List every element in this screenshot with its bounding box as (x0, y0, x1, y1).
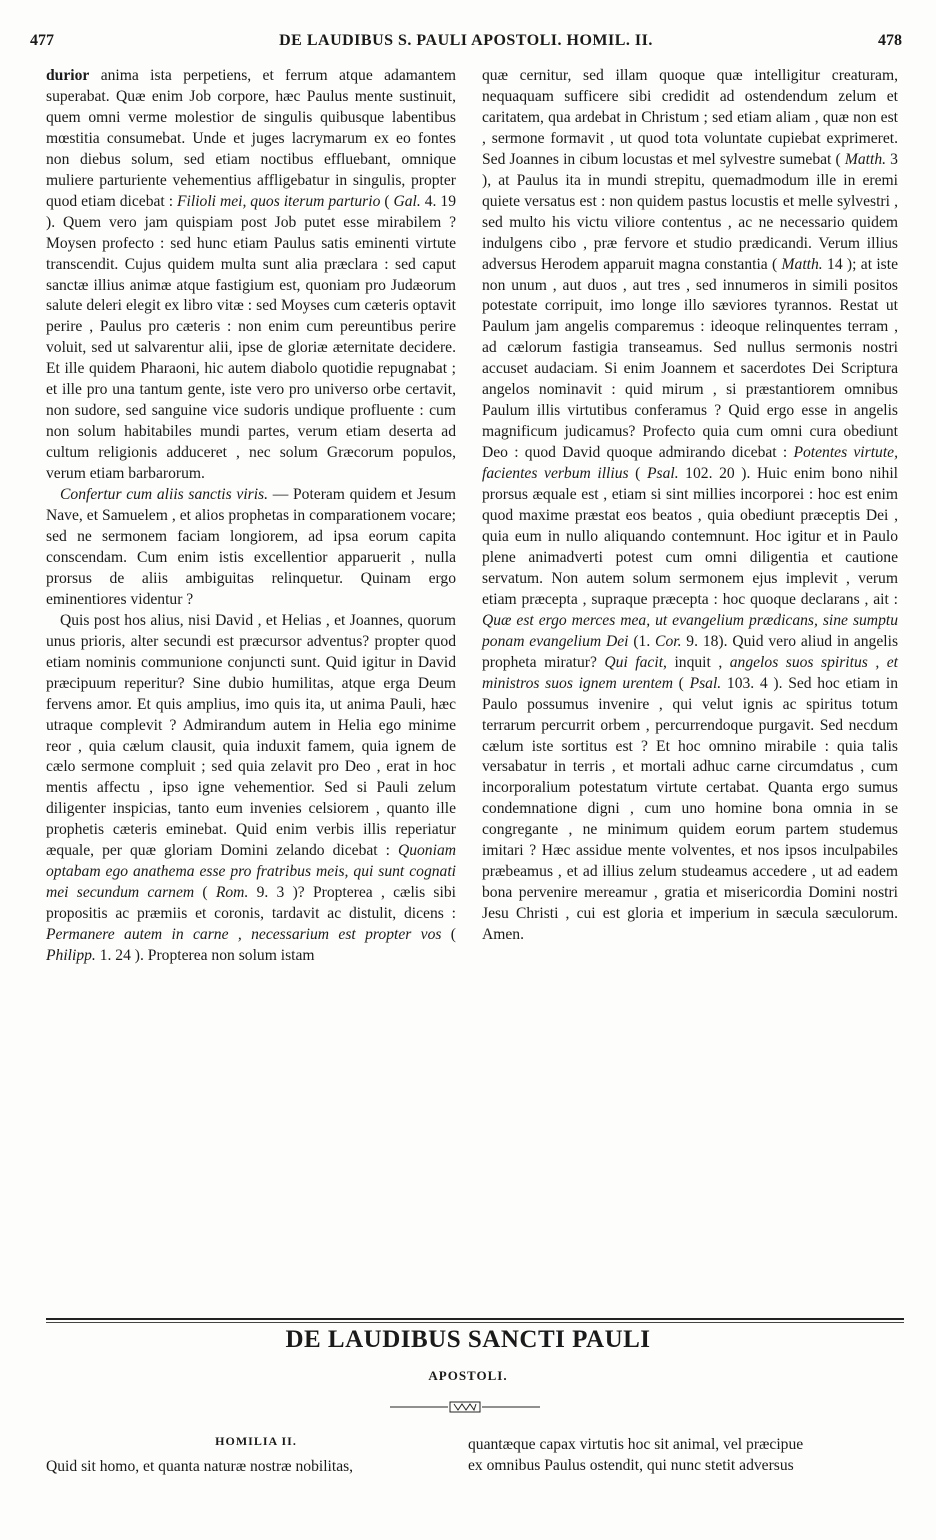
next-section-subtitle: APOSTOLI. (428, 1368, 508, 1383)
next-section-title: DE LAUDIBUS SANCTI PAULI (285, 1326, 651, 1353)
page-number-left: 477 (30, 32, 54, 49)
right-text-column (482, 66, 898, 946)
next-section-right-line: ex omnibus Paulus ostendit, qui nunc stetit adversus (468, 1457, 794, 1474)
running-header (30, 32, 902, 56)
page-number-right: 478 (878, 32, 902, 49)
section-divider-rule-thin (46, 1322, 904, 1323)
paragraph: Confertur cum aliis sanctis viris. — Poteram quidem et Jesum Nave, et Samuelem , et alios prophetas in comparationem vocare; sed ne sermonem faciam longiorem, ad ipsa eorum capita conscendam. Cum enim istis excellentior apparuerit , nulla prorsus de aliis ambiguitas relinquetur. Quinam ergo eminentiores videntur ? (46, 486, 456, 608)
section-divider-rule (46, 1318, 904, 1320)
homily-label: HOMILIA II. (215, 1434, 297, 1448)
paragraph: Quis post hos alius, nisi David , et Helias , et Joannes, quorum unus prioris, alter secundi est præcursor adventus? propter quod etiam nominis communione conjuncti sunt. Quid igitur in David præcipuum reperitur? Sine dubio humilitas, atque erga Deum fervens amor. Et quis amplius, imo quis ita, ut anima Pauli, hæc utraque complevit ? Admirandum autem in Helia ego minime reor , quia cælum clausit, quia induxit famem, quia ignem de cælo sermone compluit ; sed quia zelavit pro Deo , erat in hoc mentis affectu , ipso igne vehementior. Sed si Pauli zelum diligenter inspicias, tanto eum invenies celsiorem , quanto ille prophetis cæteris eminebat. Quid enim verbis illis reperiatur æquale, per quæ gloriam Domini zelando dicebat : Quoniam optabam ego anathema esse pro fratribus meis, qui sunt cognati mei secundum carnem ( Rom. 9. 3 )? Propterea , cælis sibi propositis ac præmiis et coronis, tardavit ac distulit, dicens : Permanere autem in carne , necessarium est propter vos ( Philipp. 1. 24 ). Propterea non solum istam (46, 611, 457, 965)
left-text-column (46, 66, 456, 967)
next-section-right-text (468, 1434, 898, 1476)
running-title: DE LAUDIBUS S. PAULI APOSTOLI. HOMIL. II. (279, 32, 653, 49)
ornament-divider-icon (390, 1400, 540, 1414)
next-section-left-line: Quid sit homo, et quanta naturæ nostræ nobilitas, (46, 1458, 354, 1475)
next-section-right-line: quantæque capax virtutis hoc sit animal, vel præcipue (468, 1436, 804, 1453)
paragraph: quæ cernitur, sed illam quoque quæ intelligitur creaturam, nequaquam sufficere sibi credidit ad ostendendum zelum et caritatem, qua ardebat in Christum ; sed etiam aliam , quæ non est , sermone formavit , ut quod tota voluntate cupiebat exprimeret. Sed Joannes in cibum locustas et mel sylvestre sumebat ( Matth. 3 ), at Paulus ita in mundi strepitu, quemadmodum ille in eremi quiete versatus est : non quidem pastus locustis et melle sylvestri , sed multo his victu viliore contentus , ac ne necessario quidem indulgens cibo , præ fervore et studio prædicandi. Verum illius adversus Herodem apparuit magna constantia ( Matth. 14 ); at iste non unum , aut duos , aut tres , sed innumeros in simili positos potestate corripuit, imo longe illo sæviores tyrannos. Restat ut Paulum jam angelis comparemus : ideoque relinquentes terram , ad cælorum fastigia transeamus. Sed nullus sermonis nostri accuset audaciam. Si enim Joannem et sacerdotes Dei Scriptura angelos nominavit : quid mirum , si præstantiorem omnibus Paulum illis virtutibus conferamus ? Quid ergo esse in angelis magnificum judicamus? Profecto quia cum omni cura obediunt Deo : quod David quoque admirando dicebat : Potentes virtute, facientes verbum illius ( Psal. 102. 20 ). Huic enim bono nihil prorsus æquale est , etiam si sint millies incorporei : hoc est enim quod maxime præstat eos beatos , quia obediunt præceptis Dei , quia eum in nullo aliquando contemnunt. Hoc igitur et in Paulo plene animadverti potest cum omni diligentia et cautione servatum. Non autem solum sermonem ejus implevit , verum etiam præcepta , supraque præcepta : hoc quoque declarans , ait : Quæ est ergo merces mea, ut evangelium prædicans, sine sumptu ponam evangelium Dei (1. Cor. 9. 18). Quid vero aliud in angelis propheta miratur? Qui facit, inquit , angelos suos spiritus , et ministros suos ignem urentem ( Psal. 103. 4 ). Sed hoc etiam in Paulo possumus invenire , qui velut ignis ac spiritus totum terrarum percurrit orbem , percurrendoque purgavit. Sed necdum cælum iste sortitus est ? Et hoc omnino mirabile : quia talis versabatur in terris , et mortali adhuc carne circumdatus , cum incorporalium potestatum virtute certabat. Quanta ergo sumus condemnatione digni , cum uno homine bona omnia in se congregante , ne minimum quidem eorum partem studemus imitari ? Hæc assidue mente volventes, et nos ipsos inculpabiles præbeamus , et ad illius zelum studeamus accedere , ut ad eadem bona pervenire mereamur , gratia et misericordia Domini nostri Jesu Christi , cui est gloria et imperium in sæcula sæculorum. Amen. (482, 67, 899, 944)
paragraph: durior anima ista perpetiens, et ferrum atque adamantem superabat. Quæ enim Job corpore, hæc Paulus mente sustinuit, quem omni verme molestior de singulis quibusque labentibus mœstitia consumebat. Unde et juges lacrymarum ex eo fontes non diebus solum, sed etiam noctibus effluebant, omnique muliere parturiente vehementius affligebatur in singulis, propter quod etiam dicebat : Filioli mei, quos iterum parturio ( Gal. 4. 19 ). Quem vero jam quispiam post Job putet esse mirabilem ? Moysen profecto : sed hunc etiam Paulus satis eminenti virtute transcendit. Cujus quidem multa sunt alia præclara : sed caput sanctæ illius animæ atque fastigium est, quoniam pro Judæorum salute deleri elegit ex libro vitæ : sed Moyses cum cæteris optavit perire , Paulus pro cæteris : non enim cum pereuntibus perire voluit, sed ut salvarentur alii, ipse de gloriæ æternitate decidere. Et ille quidem Pharaoni, hic autem diabolo quotidie repugnabat ; et ille pro una tantum gente, iste vero pro universo orbe certavit, non sudore, sed sanguine vice sudoris undique profluente : cum non solum habitabiles mundi partes, verum etiam deserta ad cultum religionis adduceret , nec solum Græcorum populos, verum etiam barbarorum. (46, 67, 456, 483)
